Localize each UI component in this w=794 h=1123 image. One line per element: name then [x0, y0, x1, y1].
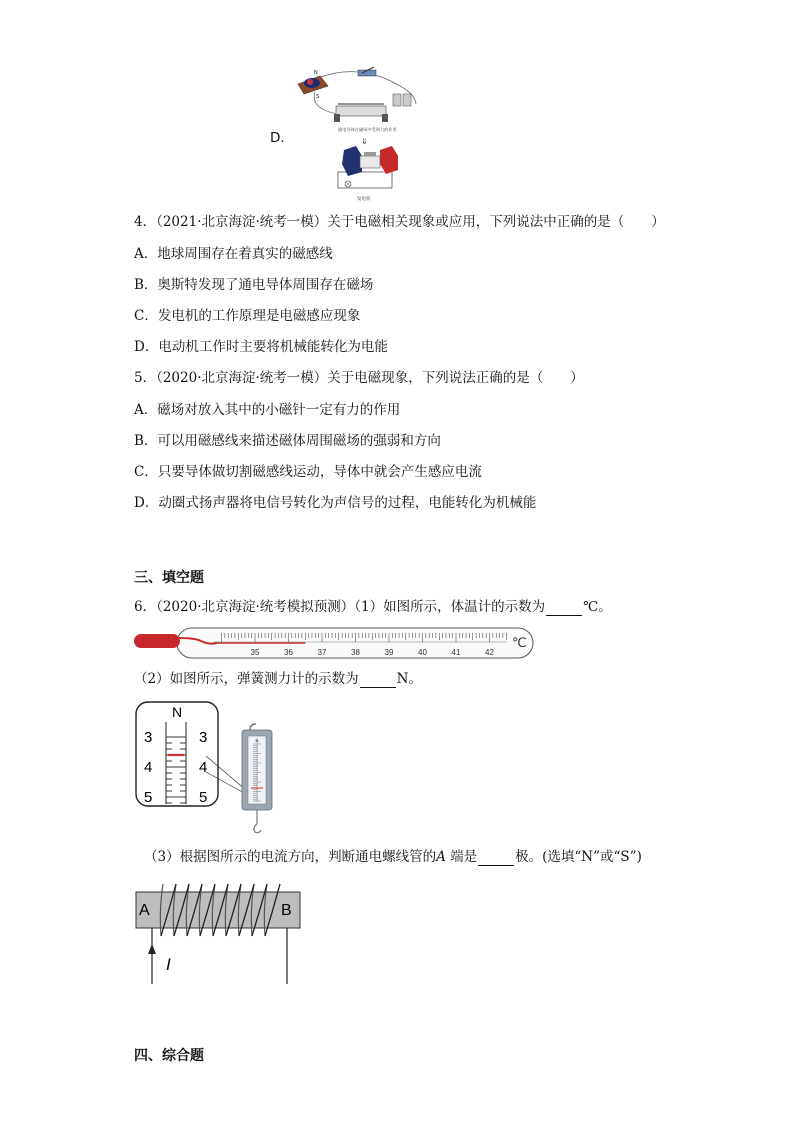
thermometer-tick-label: 37	[317, 648, 327, 657]
question-4-option-a: A．地球周围存在着真实的磁感线	[134, 246, 333, 262]
q6-part3-italic-a: A	[436, 849, 446, 865]
question-5-stem: 5．（2020·北京海淀·统考一模）关于电磁现象，下列说法正确的是（ ）	[134, 370, 584, 386]
thermometer-tick-label: 42	[485, 648, 494, 657]
section-3-title: 三、填空题	[134, 570, 204, 586]
figure-caption-top: 通电导体在磁场中受到力的作用	[338, 127, 397, 132]
question-5-option-d: D．动圈式扬声器将电信号转化为声信号的过程，电能转化为机械能	[134, 495, 537, 511]
q6-part3-suffix: 极。(选填“N”或“S”)	[515, 849, 642, 865]
thermometer-tick-label: 35	[250, 648, 260, 657]
scale-label-right: 3	[199, 729, 208, 746]
svg-text:S: S	[316, 94, 320, 100]
question-4-option-c: C．发电机的工作原理是电磁感应现象	[134, 308, 361, 324]
question-6-part-3	[144, 848, 642, 866]
scale-label-left: 4	[144, 759, 153, 776]
q6-part3-mid: 端是	[445, 849, 478, 865]
thermometer-tick-label: 40	[418, 648, 427, 657]
scale-unit-label: N	[171, 704, 183, 720]
question-5-option-b: B．可以用磁感线来描述磁体周围磁场的强弱和方向	[134, 433, 441, 449]
thermometer-bulb	[134, 634, 180, 648]
q6-part2-suffix: N。	[396, 671, 422, 687]
svg-text:N: N	[314, 70, 318, 76]
generator-drawing	[338, 146, 398, 188]
q6-part1-prefix: 6．（2020·北京海淀·统考模拟预测）（1）如图所示，体温计的示数为	[134, 599, 546, 615]
scale-label-right: 4	[199, 759, 208, 776]
solenoid-figure	[133, 876, 305, 990]
q6-part2-prefix: （2）如图所示，弹簧测力计的示数为	[134, 671, 359, 687]
current-arrow	[148, 944, 156, 954]
question-6-part-1	[134, 598, 612, 616]
figure-arrow: ⇓	[361, 137, 368, 146]
current-label: I	[166, 955, 171, 974]
question-4-option-b: B．奥斯特发现了通电导体周围存在磁场	[134, 277, 374, 293]
solenoid-end-b: B	[281, 902, 292, 919]
q6-part3-prefix: （3）根据图所示的电流方向，判断通电螺线管的	[144, 849, 437, 865]
scale-label-left: 3	[144, 729, 153, 746]
thermometer-unit: ℃	[512, 635, 527, 650]
q6-part1-suffix: ℃。	[583, 599, 612, 615]
device-unit-label: N	[255, 738, 259, 743]
question-4-stem: 4．（2021·北京海淀·统考一模）关于电磁相关现象或应用，下列说法中正确的是（ ）	[134, 214, 665, 230]
section-4-title: 四、综合题	[134, 1048, 204, 1064]
thermometer-tick-label: 36	[284, 648, 293, 657]
scale-label-right: 5	[199, 789, 208, 806]
thermometer-tick-label: 41	[451, 648, 461, 657]
q3-option-d-figure	[290, 64, 440, 214]
question-4-option-d: D．电动机工作时主要将机械能转化为电能	[134, 339, 388, 355]
question-5-option-c: C．只要导体做切割磁感线运动，导体中就会产生感应电流	[134, 464, 482, 480]
solenoid-end-a: A	[139, 902, 150, 919]
figure-caption-bottom: 发电机	[357, 196, 371, 201]
answer-blank-1	[546, 601, 582, 616]
thermometer	[133, 625, 535, 661]
thermometer-tick-label: 38	[351, 648, 360, 657]
q3-option-d-label: D．	[270, 130, 294, 146]
spring-scale-device	[242, 724, 272, 833]
thermometer-tick-label: 39	[384, 648, 394, 657]
scale-label-left: 5	[144, 789, 153, 806]
question-5-option-a: A．磁场对放入其中的小磁针一定有力的作用	[134, 402, 401, 418]
answer-blank-2	[360, 673, 396, 688]
motor-experiment-drawing	[298, 67, 416, 122]
answer-blank-3	[478, 851, 514, 866]
question-6-part-2	[134, 670, 422, 688]
spring-scale-figure	[134, 700, 284, 836]
